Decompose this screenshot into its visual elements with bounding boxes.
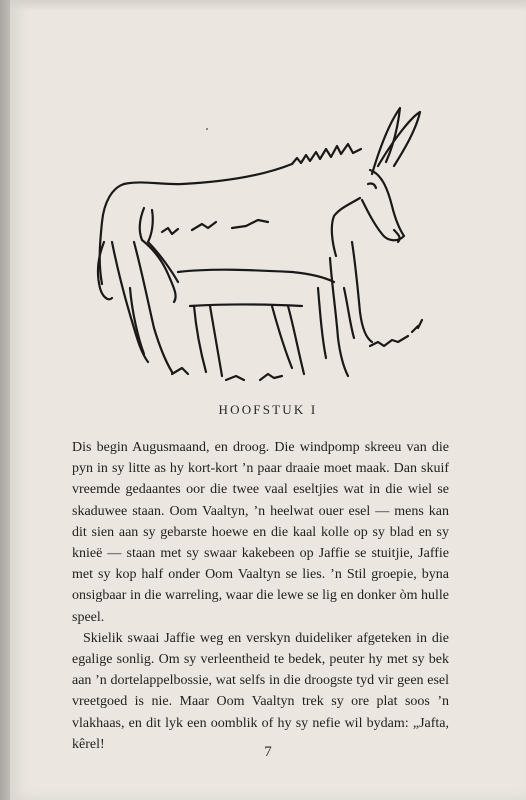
- body-text: [72, 437, 449, 755]
- adult-donkey-drawing: [98, 108, 422, 376]
- book-page: [10, 0, 526, 800]
- paper-speck: [206, 128, 208, 130]
- young-donkey-drawing: [140, 208, 334, 380]
- donkeys-illustration: [82, 92, 442, 392]
- paragraph-1: Dis begin Augusmaand, en droog. Die windpomp skreeu van die pyn in sy litte as hy kort-kort ’n paar draaie moet maak. Dan skuif vreemde gedaantes oor die twee vaal eseltjies wat in die wiel se skaduwee staan. Oom Vaaltyn, ’n heelwat ouer esel — mens kan dit sien aan sy gebarste hoewe en die kaal kolle op sy blad en sy knieë — staan met sy swaar kakebeen op Jaffie se stuitjie, Jaffie met sy kop half onder Oom Vaaltyn se lies. ’n Stil groepie, byna onsigbaar in die warreling, waar die lewe se lig en donker òm hulle speel.: [72, 440, 449, 625]
- paragraph-2: Skielik swaai Jaffie weg en verskyn duideliker afgeteken in die egalige sonlig. Om sy verleentheid te bedek, peuter hy met sy bek aan ’n dortelappelbossie, wat selfs in die droogste tyd vir geen esel vreetgoed is nie. Maar Oom Vaaltyn trek sy ore plat soos ’n vlakhaas, en dit lyk een oomblik of hy sy nefie wil bydam: „Jafta, kêrel!: [72, 630, 449, 752]
- chapter-title: HOOFSTUK I: [218, 402, 318, 417]
- page-number: 7: [264, 744, 272, 760]
